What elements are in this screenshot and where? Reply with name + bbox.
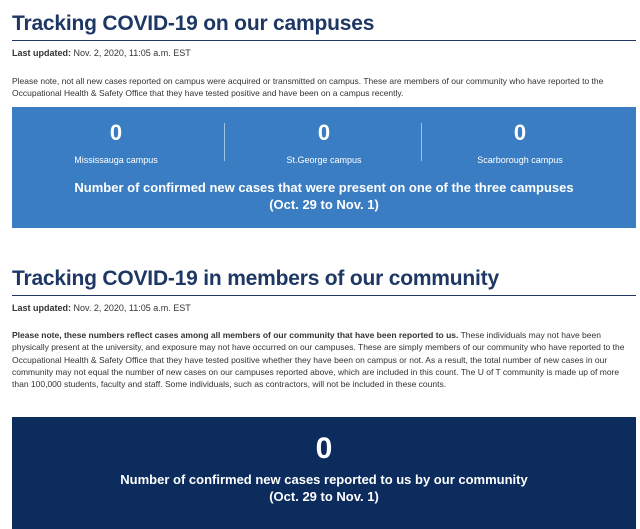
community-stats-panel [12, 417, 636, 529]
community-section [0, 265, 640, 390]
stat-label: Mississauga campus [74, 155, 158, 165]
campus-stats-panel [12, 107, 636, 228]
stat-value: 0 [317, 120, 331, 145]
community-caption-line2: (Oct. 29 to Nov. 1) [269, 489, 379, 504]
community-note-rest: These individuals may not have been physically present at the university, and exposure may not have occurred on our campuses. These are simply members of our community who have reported to the Occupational Health & Safety Office that they have tested positive whether they have been on campus or not. As a result, the total number of new cases in our community may not equal the number of new cases on our campuses reported above, which are included in this count. The U of T community is made up of more than 100,000 students, faculty and staff. Some individuals, such as contractors, will not be included in these counts. [12, 330, 625, 390]
stat-label: St.George campus [286, 155, 362, 165]
stat-value: 0 [109, 120, 123, 145]
community-value: 0 [315, 432, 333, 465]
campus-caption-line1: Number of confirmed new cases that were present on one of the three campuses [74, 180, 574, 195]
community-title: Tracking COVID-19 in members of our community [12, 267, 499, 290]
stat-scarborough [416, 120, 624, 166]
stat-value: 0 [513, 120, 527, 145]
community-caption-line1: Number of confirmed new cases reported to us by our community [120, 472, 528, 487]
campus-title: Tracking COVID-19 on our campuses [12, 12, 375, 35]
community-updated-value: Nov. 2, 2020, 11:05 a.m. EST [71, 303, 191, 313]
stat-mississauga [12, 120, 220, 166]
campus-updated-label: Last updated: [12, 48, 72, 58]
campus-note: Please note, not all new cases reported on campus were acquired or transmitted on campus. These are members of our community who have reported to the Occupational Health & Safety Office that they have tested positive and have been on a campus recently. [12, 76, 604, 99]
campus-section [0, 10, 640, 100]
community-title-rule [12, 295, 636, 296]
campus-updated-value: Nov. 2, 2020, 11:05 a.m. EST [71, 48, 191, 58]
community-note [12, 329, 630, 390]
community-updated-label: Last updated: [12, 303, 72, 313]
campus-last-updated [12, 47, 640, 59]
stat-label: Scarborough campus [477, 155, 563, 165]
campus-title-rule [12, 40, 636, 41]
campus-caption [12, 179, 636, 213]
community-last-updated [12, 302, 640, 314]
campus-caption-line2: (Oct. 29 to Nov. 1) [269, 197, 379, 212]
stat-st-george [220, 120, 428, 166]
community-caption [12, 471, 636, 505]
community-note-bold: Please note, these numbers reflect cases among all members of our community that have been reported to us. [12, 330, 459, 340]
